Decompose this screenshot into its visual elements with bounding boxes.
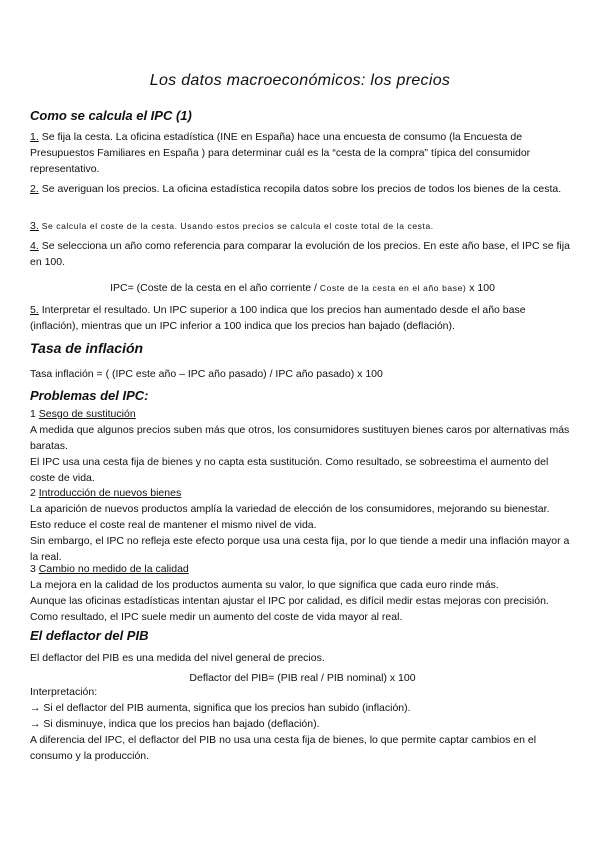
step-4 — [30, 238, 575, 270]
formula-denominator: Coste de la cesta en el año base) — [319, 283, 467, 293]
step-text: Se selecciona un año como referencia para comparar la evolución de los precios. En este año base, el IPC se fija en 100. — [30, 240, 570, 268]
deflator-difference: A diferencia del IPC, el deflactor del PIB no usa una cesta fija de bienes, lo que permite captar cambios en el consumo y la producción. — [30, 734, 537, 762]
interpretation-label: Interpretación: — [30, 686, 98, 698]
problem-text: La mejora en la calidad de los productos aumenta su valor, lo que significa que cada euro rinde más. — [30, 579, 499, 591]
problem-1 — [30, 406, 575, 486]
step-text: Se averiguan los precios. La oficina estadística recopila datos sobre los precios de todos los bienes de la cesta. — [41, 183, 562, 195]
step-number: 3. — [30, 220, 39, 232]
problem-text: Como resultado, el IPC suele medir un aumento del coste de vida mayor al real. — [30, 611, 403, 623]
deflator-interpretation — [30, 684, 575, 764]
step-number: 5. — [30, 304, 39, 316]
step-number: 4. — [30, 240, 39, 252]
step-text: Se calcula el coste de la cesta. Usando estos precios se calcula el coste total de la cesta. — [41, 221, 434, 231]
problem-3 — [30, 561, 575, 625]
problem-text: A medida que algunos precios suben más que otros, los consumidores sustituyen bienes caros por alternativas más baratas. — [30, 424, 570, 452]
interpretation-up: → Si el deflactor del PIB aumenta, significa que los precios han subido (inflación). — [30, 702, 411, 714]
problem-title: 1 Sesgo de sustitución — [30, 408, 136, 420]
problem-title: 2 Introducción de nuevos bienes — [30, 487, 182, 499]
step-3 — [30, 218, 575, 234]
step-text: Se fija la cesta. La oficina estadística (INE en España) hace una encuesta de consumo (la Encuesta de Presupuestos Familiares en España ) para determinar cuál es la “cesta de la compra” típica del consumidor representativo. — [30, 131, 531, 175]
problem-2 — [30, 485, 575, 565]
problem-text: La aparición de nuevos productos amplía la variedad de elección de los consumidores, mejorando su bienestar. — [30, 503, 550, 515]
section-heading-inflation: Tasa de inflación — [30, 340, 144, 356]
deflator-formula: Deflactor del PIB= (PIB real / PIB nominal) x 100 — [189, 672, 416, 684]
step-text: Interpretar el resultado. Un IPC superior a 100 indica que los precios han aumentado desde el año base (inflación), mientras que un IPC inferior a 100 indica que los precios han bajado (deflación). — [30, 304, 526, 332]
inflation-formula: Tasa inflación = ( (IPC este año – IPC año pasado) / IPC año pasado) x 100 — [30, 368, 383, 380]
problem-text: El IPC usa una cesta fija de bienes y no capta esta sustitución. Como resultado, se sobreestima el aumento del coste de vida. — [30, 456, 549, 484]
step-number: 2. — [30, 183, 39, 195]
interpretation-down: → Si disminuye, indica que los precios han bajado (deflación). — [30, 718, 320, 730]
deflator-intro: El deflactor del PIB es una medida del nivel general de precios. — [30, 652, 325, 664]
formula-main: IPC= (Coste de la cesta en el año corriente / — [110, 282, 317, 294]
page-title: Los datos macroeconómicos: los precios — [149, 72, 451, 89]
problem-text: Aunque las oficinas estadísticas intentan ajustar el IPC por calidad, es difícil medir estas mejoras con precisión. — [30, 595, 549, 607]
formula-multiplier: x 100 — [469, 282, 495, 294]
problem-text: Sin embargo, el IPC no refleja este efecto porque usa una cesta fija, por lo que tiende a medir una inflación mayor a la real. — [30, 535, 570, 563]
section-heading-problems: Problemas del IPC: — [30, 388, 149, 403]
section-heading-deflator: El deflactor del PIB — [30, 628, 149, 643]
step-5 — [30, 302, 575, 334]
step-1 — [30, 129, 575, 177]
problem-text: Esto reduce el coste real de mantener el mismo nivel de vida. — [30, 519, 317, 531]
step-2 — [30, 181, 575, 197]
section-heading-ipc: Como se calcula el IPC (1) — [30, 108, 192, 123]
step-number: 1. — [30, 131, 39, 143]
ipc-formula — [30, 280, 575, 296]
problem-title: 3 Cambio no medido de la calidad — [30, 563, 189, 575]
